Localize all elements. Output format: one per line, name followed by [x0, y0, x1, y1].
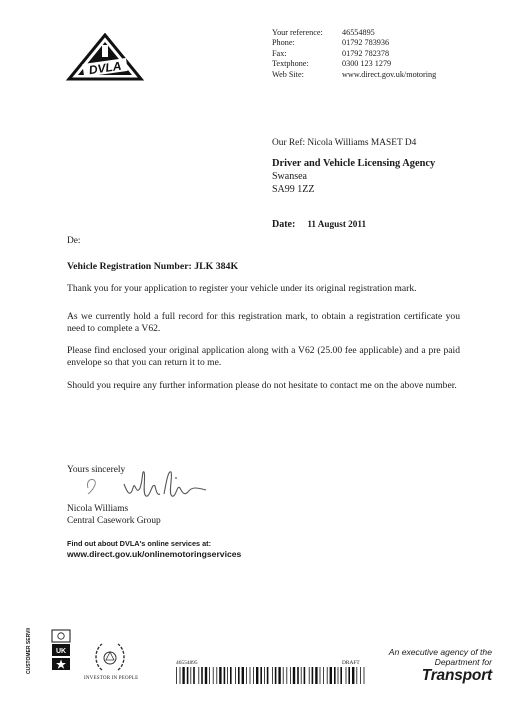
signatory-department: Central Casework Group: [67, 516, 161, 526]
ref-row-reference: Your reference: 46554895: [272, 28, 375, 37]
date-label: Date:: [272, 219, 296, 230]
crown-icon: [58, 633, 64, 639]
signatory-name: Nicola Williams: [67, 504, 129, 514]
ref-row-textphone: Textphone: 0300 123 1279: [272, 59, 392, 69]
handwritten-signature: [80, 458, 250, 508]
sender-address: [272, 157, 435, 196]
our-reference: Our Ref: Nicola Williams MASET D4: [272, 138, 417, 148]
body-paragraph-2: As we currently hold a full record for this registration mark, to obtain a registration certificate you need to complete a V62.: [67, 311, 460, 335]
investor-in-people-logo: [90, 640, 130, 681]
agency-line-3: Transport: [421, 667, 492, 684]
body-paragraph-3: Please find enclosed your original application along with a V62 (25.00 fee applicable) and a pre paid envelope so that you can return it to me.: [67, 345, 460, 369]
online-services-link[interactable]: www.direct.gov.uk/onlinemotoringservices: [67, 549, 242, 559]
agency-statement: [372, 647, 492, 684]
customer-service-excellence-logo: [18, 628, 78, 681]
closing: Yours sincerely: [67, 465, 126, 475]
reference-block: [272, 28, 436, 80]
online-services-intro: Find out about DVLA's online services at:: [67, 539, 212, 548]
barcode-number: 46554895: [176, 660, 198, 666]
sender-line2: SA99 1ZZ: [272, 184, 315, 195]
dvla-logo: [65, 33, 145, 88]
cse-text: CUSTOMER SERVICE EXCELLENCE: [26, 628, 32, 674]
sender-name: Driver and Vehicle Licensing Agency: [272, 158, 436, 169]
sender-line1: Swansea: [272, 171, 307, 182]
ref-row-phone: Phone: 01792 783936: [272, 38, 390, 48]
agency-line-1: An executive agency of the: [388, 647, 492, 657]
body-paragraph-1: Thank you for your application to register your vehicle under its original registration mark.: [67, 283, 417, 294]
salutation: De:: [67, 236, 81, 246]
investor-in-people-text: INVESTOR IN PEOPLE: [84, 676, 139, 681]
agency-line-2: Department for: [434, 657, 492, 667]
signatory-block: [67, 503, 161, 527]
cse-uk: UK: [55, 648, 67, 655]
subject-line: Vehicle Registration Number: JLK 384K: [67, 261, 239, 272]
ref-row-fax: Fax: 01792 782378: [272, 48, 390, 58]
date-value: 11 August 2011: [307, 219, 367, 229]
ref-row-website: Web Site: www.direct.gov.uk/motoring: [272, 69, 437, 79]
body-paragraph-4: Should you require any further information please do not hesitate to contact me on the above number.: [67, 380, 457, 391]
logo-text: DVLA: [87, 58, 123, 78]
online-services-block: [67, 538, 241, 560]
draft-label: DRAFT: [342, 660, 360, 666]
barcode: [176, 667, 366, 689]
letter-date: [272, 219, 366, 230]
